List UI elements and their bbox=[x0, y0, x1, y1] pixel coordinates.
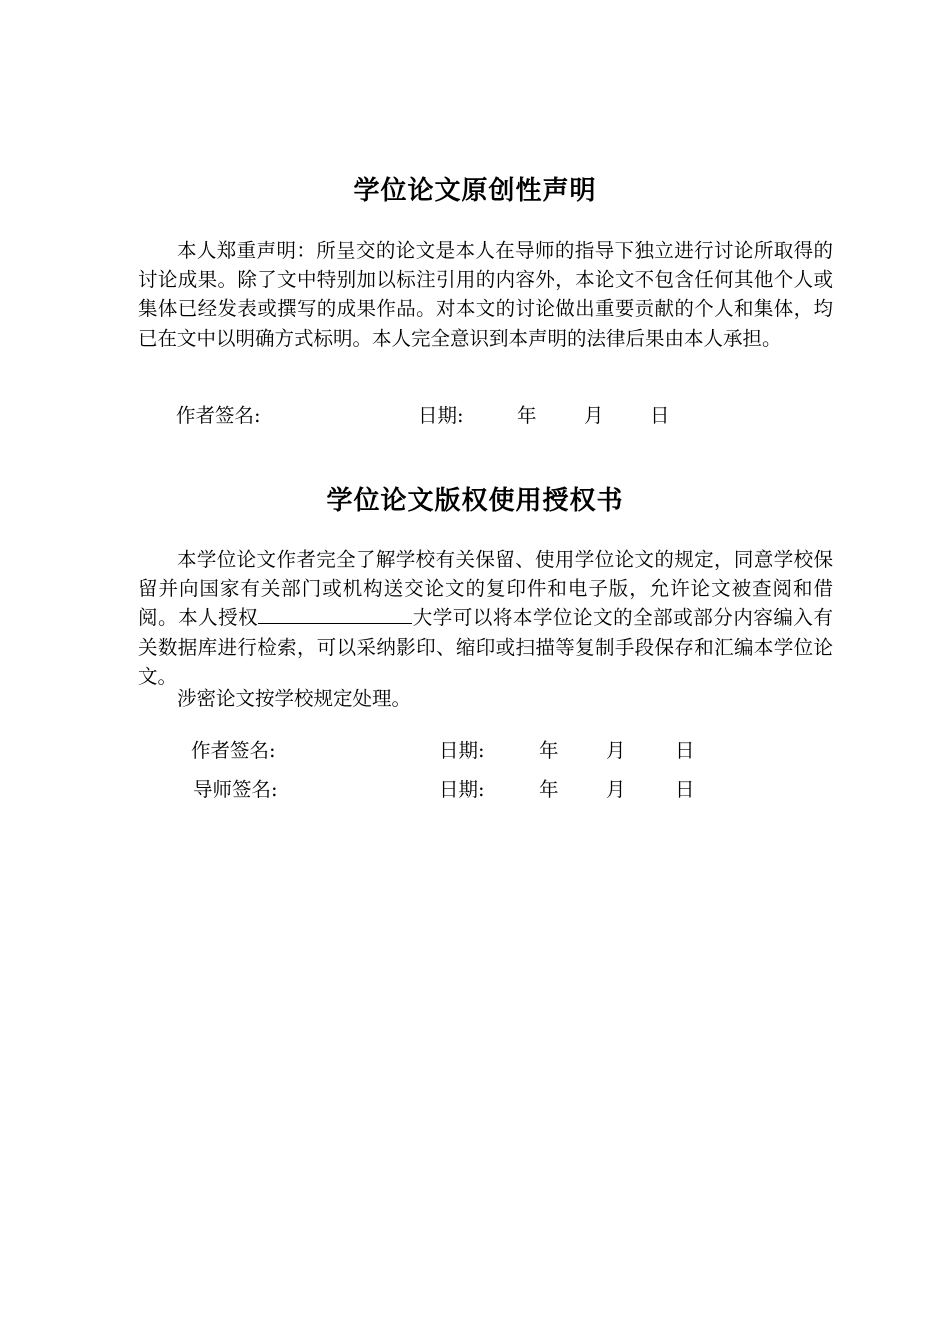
authorization-body-part2: 大学可以将本学位论文的全部或部分内容编入有关数据库进行检索，可以采纳影印、缩印或扫描等复制手段保存和汇编本学位论文。 bbox=[138, 606, 833, 688]
month-label: 月 bbox=[606, 778, 626, 801]
year-label: 年 bbox=[539, 739, 559, 762]
author-signature-label: 作者签名: bbox=[176, 404, 261, 427]
declaration-body: 本人郑重声明：所呈交的论文是本人在导师的指导下独立进行讨论所取得的讨论成果。除了文中特别加以标注引用的内容外，本论文不包含任何其他个人或集体已经发表或撰写的成果作品。对本文的讨论做出重要贡献的个人和集体，均已在文中以明确方式标明。本人完全意识到本声明的法律后果由本人承担。 bbox=[138, 239, 833, 350]
day-label: 日 bbox=[675, 778, 695, 801]
advisor-signature-label: 导师签名: bbox=[193, 778, 278, 801]
date-label: 日期: bbox=[439, 778, 485, 801]
year-label: 年 bbox=[517, 404, 537, 427]
advisor-signature-line bbox=[193, 776, 713, 804]
day-label: 日 bbox=[675, 739, 695, 762]
day-label: 日 bbox=[650, 404, 670, 427]
month-label: 月 bbox=[584, 404, 604, 427]
author-signature-label: 作者签名: bbox=[191, 739, 276, 762]
declaration-signature-line bbox=[176, 402, 696, 430]
month-label: 月 bbox=[606, 739, 626, 762]
secret-note: 涉密论文按学校规定处理。 bbox=[177, 687, 412, 710]
authorization-title: 学位论文版权使用授权书 bbox=[326, 486, 624, 516]
date-label: 日期: bbox=[418, 404, 464, 427]
university-blank-line bbox=[258, 607, 412, 624]
authorization-body bbox=[138, 545, 833, 691]
authorization-body-part1: 本学位论文作者完全了解学校有关保留、使用学位论文的规定，同意学校保留并向国家有关部门或机构送交论文的复印件和电子版，允许论文被查阅和借阅。本人授权 bbox=[138, 548, 833, 630]
year-label: 年 bbox=[539, 778, 559, 801]
author-signature-line bbox=[191, 737, 711, 765]
declaration-title: 学位论文原创性声明 bbox=[353, 176, 597, 206]
date-label: 日期: bbox=[439, 739, 485, 762]
